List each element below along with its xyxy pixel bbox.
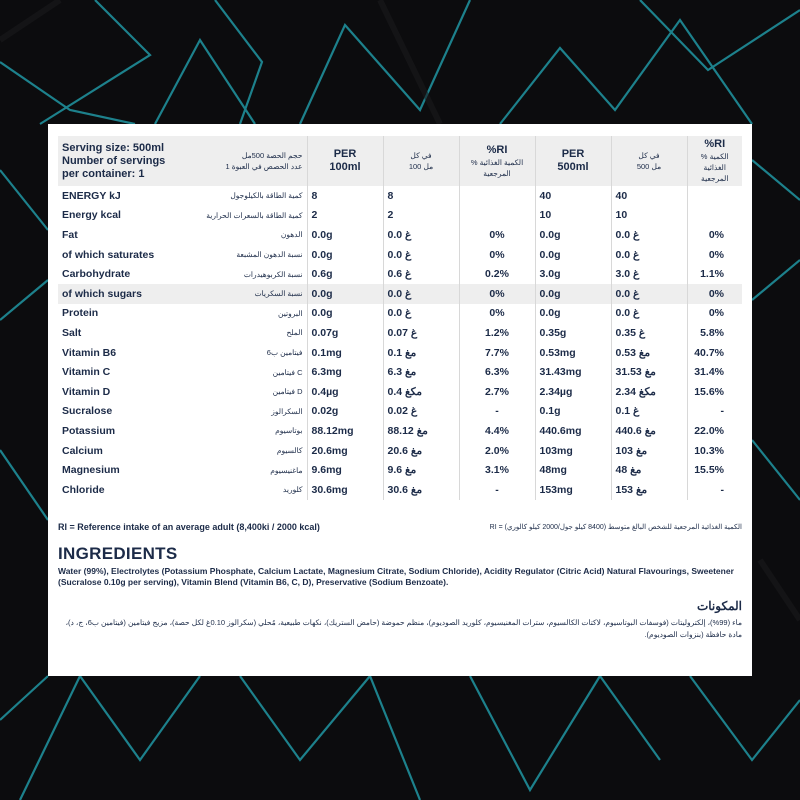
serving-info-ar xyxy=(173,136,307,186)
ri100-ar-label: % الكمية الغذائية xyxy=(470,157,524,167)
value-per100-ar: 0.0 غ xyxy=(383,304,459,324)
ri-per100: 0% xyxy=(459,284,535,304)
value-per100: 0.4µg xyxy=(307,382,383,402)
value-per500: 0.0g xyxy=(535,245,611,265)
value-per100-ar: 0.1 مغ xyxy=(383,343,459,363)
ri-per500 xyxy=(687,186,742,206)
per-container: per container: 1 xyxy=(62,167,145,180)
per100-ar-label: في كل xyxy=(410,151,432,160)
ri-per100: - xyxy=(459,402,535,422)
ingredients-title-ar: المكونات xyxy=(696,598,742,613)
table-row xyxy=(58,382,742,402)
table-row xyxy=(58,245,742,265)
ri100-label: %RI xyxy=(486,143,508,156)
value-per100-ar: 0.02 غ xyxy=(383,402,459,422)
value-per500-ar: 0.0 غ xyxy=(611,304,687,324)
nutrient-name-ar: فيتامين C xyxy=(173,362,307,382)
nutrition-label-panel xyxy=(48,124,752,676)
nutrient-name: Carbohydrate xyxy=(62,268,131,281)
value-per500: 48mg xyxy=(535,460,611,480)
value-per100: 0.0g xyxy=(307,304,383,324)
value-per500-ar: 0.0 غ xyxy=(611,245,687,265)
nutrient-name: Potassium xyxy=(62,424,116,437)
value-per500: 0.0g xyxy=(535,284,611,304)
table-row xyxy=(58,186,742,206)
nutrient-name: Magnesium xyxy=(62,464,120,477)
value-per100: 0.07g xyxy=(307,323,383,343)
value-per100: 8 xyxy=(307,186,383,206)
value-per500: 0.53mg xyxy=(535,343,611,363)
table-row xyxy=(58,402,742,422)
value-per100-ar: 8 xyxy=(383,186,459,206)
value-per500-ar: 103 مغ xyxy=(611,441,687,461)
ri-per500: 0% xyxy=(708,307,724,320)
value-per100: 88.12mg xyxy=(307,421,383,441)
nutrient-name: Energy kcal xyxy=(62,209,121,222)
ingredients-text: Water (99%), Electrolytes (Potassium Phosphate, Calcium Lactate, Magnesium Citrate, Sodium Chloride), Acidity Regulator (Citric Acid) Natural Flavourings, Sweetener (Sucralose 0.10g per serving), Vitamin Blend (Vitamin B6, C, D), Preservative (Sodium Benzoate). xyxy=(58,565,734,587)
nutrient-name-ar: الملح xyxy=(173,323,307,343)
nutrition-table xyxy=(58,136,742,500)
nutrient-name: Vitamin D xyxy=(62,385,111,398)
ri-per100: 7.7% xyxy=(459,343,535,363)
value-per500-ar: 3.0 غ xyxy=(611,264,687,284)
ri-per500: 22.0% xyxy=(694,424,724,437)
nutrition-rows xyxy=(58,186,742,500)
per500-unit: 500ml xyxy=(557,161,589,173)
ri-per500: 15.5% xyxy=(694,464,724,477)
nutrient-name: of which saturates xyxy=(62,248,155,261)
table-row xyxy=(58,343,742,363)
value-per500: 0.1g xyxy=(535,402,611,422)
per500-ar-header xyxy=(611,136,687,186)
ri-per100: 0.2% xyxy=(459,264,535,284)
ri-per500: - xyxy=(720,483,724,496)
value-per100-ar: 0.0 غ xyxy=(383,284,459,304)
ri-footnote-en: RI = Reference intake of an average adult (8,400ki / 2000 kcal) xyxy=(58,521,320,532)
ri-per500: 10.3% xyxy=(694,444,724,457)
ri-per100: - xyxy=(459,480,535,500)
ri-per100 xyxy=(459,206,535,226)
ri500-ar-label: % الكمية الغذائية xyxy=(700,152,729,172)
per500-ar-label: في كل xyxy=(638,151,660,160)
nutrient-name-ar: فيتامين ب6 xyxy=(173,343,307,363)
value-per500-ar: 48 مغ xyxy=(611,460,687,480)
table-row xyxy=(58,323,742,343)
ri-footnote-ar: RI = الكمية الغذائية المرجعية للشخص البالغ متوسط (8400 كيلو جول/2000 كيلو كالوري) xyxy=(489,523,742,531)
value-per100-ar: 0.07 غ xyxy=(383,323,459,343)
nutrient-name-ar: البروتين xyxy=(173,304,307,324)
nutrient-name-ar: كلوريد xyxy=(173,480,307,500)
value-per500-ar: 40 xyxy=(611,186,687,206)
table-row xyxy=(58,421,742,441)
value-per100: 6.3mg xyxy=(307,362,383,382)
ri-per100: 4.4% xyxy=(459,421,535,441)
value-per100: 0.6g xyxy=(307,264,383,284)
ri-footnote xyxy=(58,522,742,532)
nutrient-name: Chloride xyxy=(62,483,105,496)
ri-per500: 40.7% xyxy=(694,346,724,359)
nutrient-name-ar: نسبة الدهون المشبعة xyxy=(173,245,307,265)
table-header-row xyxy=(58,136,742,186)
ri-per100 xyxy=(459,186,535,206)
nutrient-name-ar: كالسيوم xyxy=(173,441,307,461)
nutrient-name-ar: نسبة السكريات xyxy=(173,284,307,304)
value-per500-ar: 0.35 غ xyxy=(611,323,687,343)
ri-per500: 5.8% xyxy=(700,326,724,339)
ri-per100: 0% xyxy=(459,245,535,265)
nutrient-name-ar: كمية الطاقة بالكيلوجول xyxy=(173,186,307,206)
nutrient-name: Fat xyxy=(62,228,78,241)
value-per500: 0.0g xyxy=(535,225,611,245)
ri-per100: 0% xyxy=(459,225,535,245)
value-per100-ar: 20.6 مغ xyxy=(383,441,459,461)
ri100-header xyxy=(459,136,535,186)
ri-per100: 2.0% xyxy=(459,441,535,461)
per500-ar-unit: 500 مل xyxy=(636,162,662,171)
ri-per100: 0% xyxy=(459,304,535,324)
per100-ar-header xyxy=(383,136,459,186)
value-per500: 103mg xyxy=(535,441,611,461)
value-per100-ar: 0.4 مكغ xyxy=(383,382,459,402)
value-per100-ar: 88.12 مغ xyxy=(383,421,459,441)
per100-ar-unit: 100 مل xyxy=(408,162,434,171)
value-per100-ar: 0.0 غ xyxy=(383,225,459,245)
value-per100: 0.0g xyxy=(307,225,383,245)
per500-header xyxy=(535,136,611,186)
nutrient-name-ar: فيتامين D xyxy=(173,382,307,402)
ri-per100: 3.1% xyxy=(459,460,535,480)
value-per500: 40 xyxy=(535,186,611,206)
nutrient-name: Protein xyxy=(62,307,99,320)
ri-per500: - xyxy=(720,405,724,418)
value-per500-ar: 0.1 غ xyxy=(611,402,687,422)
nutrient-name: Sucralose xyxy=(62,405,113,418)
value-per100: 0.0g xyxy=(307,284,383,304)
value-per100-ar: 9.6 مغ xyxy=(383,460,459,480)
table-row xyxy=(58,304,742,324)
ri-per500 xyxy=(687,206,742,226)
nutrient-name-ar: نسبة الكربوهيدرات xyxy=(173,264,307,284)
nutrient-name-ar: ماغنيسيوم xyxy=(173,460,307,480)
value-per500-ar: 0.0 غ xyxy=(611,225,687,245)
ri-per500: 0% xyxy=(687,284,742,304)
value-per500-ar: 440.6 مغ xyxy=(611,421,687,441)
ri100-ar-label2: المرجعية xyxy=(483,168,511,178)
nutrient-name: Vitamin B6 xyxy=(62,346,117,359)
value-per500: 2.34µg xyxy=(535,382,611,402)
value-per100: 0.1mg xyxy=(307,343,383,363)
value-per500: 31.43mg xyxy=(535,362,611,382)
value-per100-ar: 0.6 غ xyxy=(383,264,459,284)
per100-unit: 100ml xyxy=(329,161,361,173)
ri-per500: 0% xyxy=(708,228,724,241)
value-per100-ar: 2 xyxy=(383,206,459,226)
value-per100: 20.6mg xyxy=(307,441,383,461)
nutrient-name: Vitamin C xyxy=(62,366,111,379)
number-of-servings: Number of servings xyxy=(62,154,166,167)
value-per100-ar: 30.6 مغ xyxy=(383,480,459,500)
nutrient-name-ar: الدهون xyxy=(173,225,307,245)
value-per500-ar: 31.53 مغ xyxy=(611,362,687,382)
nutrient-name: of which sugars xyxy=(58,284,173,304)
value-per100: 0.0g xyxy=(307,245,383,265)
per100-header xyxy=(307,136,383,186)
table-row xyxy=(58,284,742,304)
serving-size-ar: حجم الحصة 500مل xyxy=(241,151,303,160)
table-row xyxy=(58,362,742,382)
value-per100: 30.6mg xyxy=(307,480,383,500)
value-per500: 153mg xyxy=(535,480,611,500)
table-row xyxy=(58,225,742,245)
nutrient-name-ar: بوتاسيوم xyxy=(173,421,307,441)
per100-label: PER xyxy=(333,148,357,160)
value-per100: 2 xyxy=(307,206,383,226)
nutrient-name: Salt xyxy=(62,326,82,339)
ri-per100: 2.7% xyxy=(459,382,535,402)
servings-ar: عدد الحصص في العبوة 1 xyxy=(225,162,303,171)
ri-per100: 1.2% xyxy=(459,323,535,343)
nutrient-name-ar: السكرالوز xyxy=(173,402,307,422)
ingredients-title: INGREDIENTS xyxy=(58,543,178,563)
ri500-header xyxy=(687,136,742,186)
ri-per500: 31.4% xyxy=(694,366,724,379)
ri-per500: 15.6% xyxy=(694,385,724,398)
value-per500: 440.6mg xyxy=(535,421,611,441)
serving-info-en xyxy=(58,136,173,186)
value-per100-ar: 6.3 مغ xyxy=(383,362,459,382)
nutrient-name: Calcium xyxy=(62,444,103,457)
ri500-label: %RI xyxy=(704,138,726,150)
value-per100-ar: 0.0 غ xyxy=(383,245,459,265)
value-per500-ar: 10 xyxy=(611,206,687,226)
nutrient-name: ENERGY kJ xyxy=(62,189,121,202)
ri-per100: 6.3% xyxy=(459,362,535,382)
value-per500-ar: 0.0 غ xyxy=(611,284,687,304)
value-per500: 0.0g xyxy=(535,304,611,324)
ingredients-text-ar: ماء (99%)، إلكتروليتات (فوسفات البوتاسيوم، لاكتات الكالسيوم، سترات المغنيسيوم، كلوريد الصوديوم)، منظم حموضة (حامض الستريك)، نكهات طبيعية، مُحلي (سكرالوز 0.10غ لكل حصة)، مزيج فيتامين (فيتامين ب6، ج، د)، مادة حافظة (بنزوات الصوديوم). xyxy=(65,617,742,639)
value-per500: 10 xyxy=(535,206,611,226)
ri500-ar-label2: المرجعية xyxy=(701,174,729,183)
value-per500: 0.35g xyxy=(535,323,611,343)
table-row xyxy=(58,441,742,461)
nutrient-name-ar: كمية الطاقة بالسعرات الحرارية xyxy=(173,206,307,226)
serving-size: Serving size: 500ml xyxy=(62,141,165,154)
value-per100: 0.02g xyxy=(307,402,383,422)
value-per100: 9.6mg xyxy=(307,460,383,480)
per500-label: PER xyxy=(561,148,585,160)
table-row xyxy=(58,264,742,284)
value-per500-ar: 0.53 مغ xyxy=(611,343,687,363)
ri-per500: 1.1% xyxy=(700,268,724,281)
value-per500-ar: 2.34 مكغ xyxy=(611,382,687,402)
table-row xyxy=(58,480,742,500)
ri-per500: 0% xyxy=(708,248,724,261)
table-row xyxy=(58,460,742,480)
value-per500: 3.0g xyxy=(535,264,611,284)
value-per500-ar: 153 مغ xyxy=(611,480,687,500)
table-row xyxy=(58,206,742,226)
